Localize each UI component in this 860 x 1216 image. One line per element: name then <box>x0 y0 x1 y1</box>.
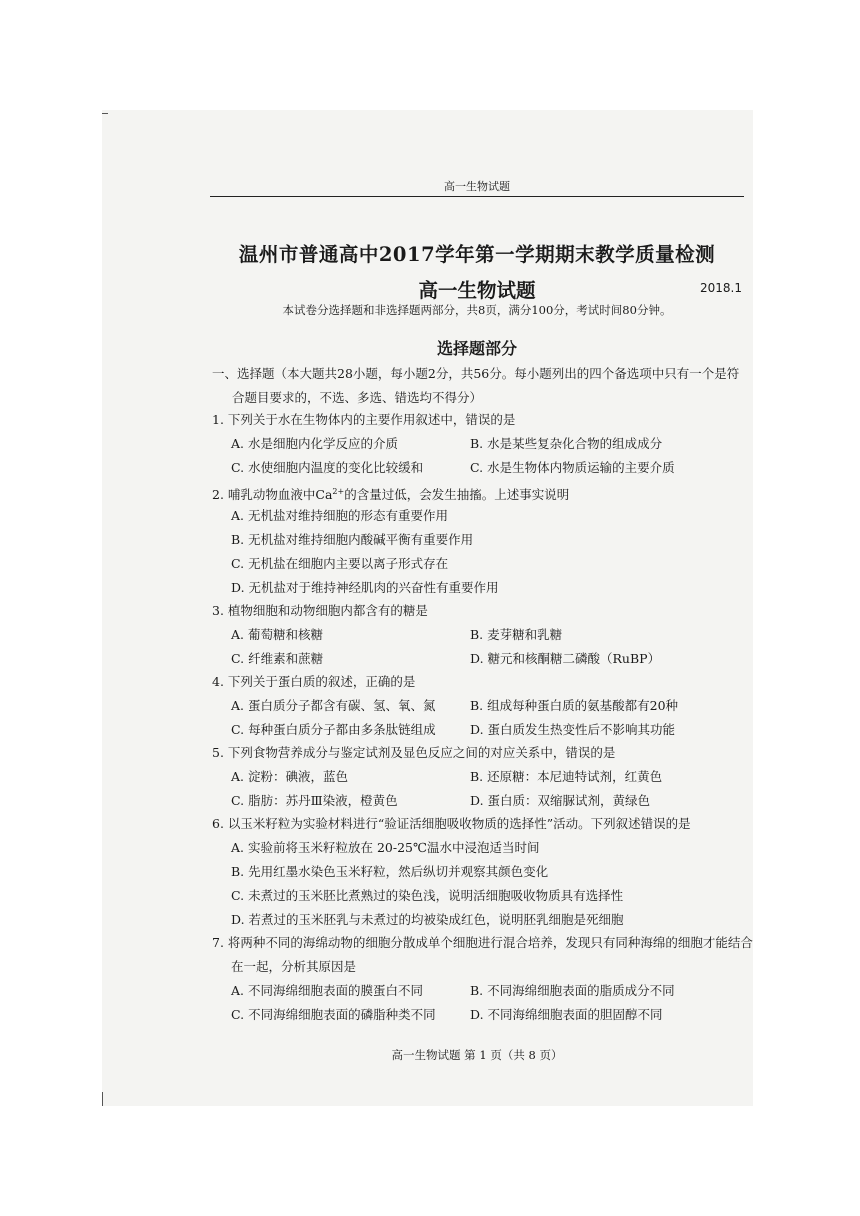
section-instruction-line2: 合题目要求的，不选、多选、错选均不得分） <box>232 390 483 405</box>
option-b: B. 组成每种蛋白质的氨基酸都有20种 <box>470 698 679 713</box>
option-a: A. 不同海绵细胞表面的膜蛋白不同 <box>231 983 423 998</box>
option-d: D. 蛋白质：双缩脲试剂，黄绿色 <box>470 793 651 808</box>
question-stem-text: 2. 哺乳动物血液中Ca <box>212 487 333 503</box>
scan-edge-mark <box>102 113 108 114</box>
option-d: D. 无机盐对于维持神经肌肉的兴奋性有重要作用 <box>231 580 499 595</box>
exam-subtitle: 高一生物试题 <box>418 279 536 302</box>
section-instruction-line1: 一、选择题（本大题共28小题，每小题2分，共56分。每小题列出的四个备选项中只有一个是符 <box>212 366 740 381</box>
option-a: A. 无机盐对维持细胞的形态有重要作用 <box>231 508 448 523</box>
header-rule <box>210 196 744 197</box>
option-b: B. 麦芽糖和乳糖 <box>470 627 563 642</box>
question-stem-continued: 在一起，分析其原因是 <box>231 959 357 974</box>
option-c: C. 水使细胞内温度的变化比较缓和 <box>231 460 424 475</box>
option-d: D. 蛋白质发生热变性后不影响其功能 <box>470 722 676 737</box>
section-title: 选择题部分 <box>436 339 517 358</box>
option-d: D. 不同海绵细胞表面的胆固醇不同 <box>470 1007 663 1022</box>
exam-note: 本试卷分选择题和非选择题两部分，共8页，满分100分，考试时间80分钟。 <box>282 303 672 317</box>
option-a: A. 葡萄糖和核糖 <box>231 627 323 642</box>
option-b: B. 无机盐对维持细胞内酸碱平衡有重要作用 <box>231 532 474 547</box>
question-stem <box>212 483 569 504</box>
scan-edge-mark <box>102 1092 103 1106</box>
ion-charge: 2+ <box>332 487 345 496</box>
question-stem: 3. 植物细胞和动物细胞内都含有的糖是 <box>212 603 428 618</box>
option-a: A. 蛋白质分子都含有碳、氢、氧、氮 <box>231 698 436 713</box>
option-c: C. 脂肪：苏丹Ⅲ染液，橙黄色 <box>231 793 398 808</box>
option-c: C. 不同海绵细胞表面的磷脂种类不同 <box>231 1007 436 1022</box>
option-b: B. 水是某些复杂化合物的组成成分 <box>470 436 663 451</box>
option-a: A. 水是细胞内化学反应的介质 <box>231 436 398 451</box>
running-header: 高一生物试题 <box>444 180 510 193</box>
option-c: C. 每种蛋白质分子都由多条肽链组成 <box>231 722 436 737</box>
option-c: C. 纤维素和蔗糖 <box>231 651 324 666</box>
question-stem: 7. 将两种不同的海绵动物的细胞分散成单个细胞进行混合培养，发现只有同种海绵的细胞才能结合 <box>212 935 753 950</box>
question-stem-text: 的含量过低，会发生抽搐。上述事实说明 <box>344 487 570 503</box>
question-stem: 5. 下列食物营养成分与鉴定试剂及显色反应之间的对应关系中，错误的是 <box>212 745 616 760</box>
option-a: A. 淀粉：碘液，蓝色 <box>231 769 348 784</box>
exam-date: 2018.1 <box>700 281 742 295</box>
option-d: D. 若煮过的玉米胚乳与未煮过的均被染成红色，说明胚乳细胞是死细胞 <box>231 912 624 927</box>
page-footer: 高一生物试题 第 1 页（共 8 页） <box>391 1048 563 1062</box>
exam-title: 温州市普通高中2017学年第一学期期末教学质量检测 <box>238 243 716 266</box>
option-d: D. 糖元和核酮糖二磷酸（RuBP） <box>470 651 661 666</box>
question-stem: 1. 下列关于水在生物体内的主要作用叙述中，错误的是 <box>212 412 516 427</box>
option-b: B. 先用红墨水染色玉米籽粒，然后纵切并观察其颜色变化 <box>231 864 549 879</box>
option-a: A. 实验前将玉米籽粒放在 20-25℃温水中浸泡适当时间 <box>231 840 540 855</box>
option-b: B. 不同海绵细胞表面的脂质成分不同 <box>470 983 675 998</box>
option-c: C. 未煮过的玉米胚比煮熟过的染色浅，说明活细胞吸收物质具有选择性 <box>231 888 624 903</box>
option-b: B. 还原糖：本尼迪特试剂，红黄色 <box>470 769 663 784</box>
question-stem: 4. 下列关于蛋白质的叙述，正确的是 <box>212 674 416 689</box>
option-d: C. 水是生物体内物质运输的主要介质 <box>470 460 675 475</box>
question-stem: 6. 以玉米籽粒为实验材料进行“验证活细胞吸收物质的选择性”活动。下列叙述错误的是 <box>212 816 691 831</box>
option-c: C. 无机盐在细胞内主要以离子形式存在 <box>231 556 449 571</box>
